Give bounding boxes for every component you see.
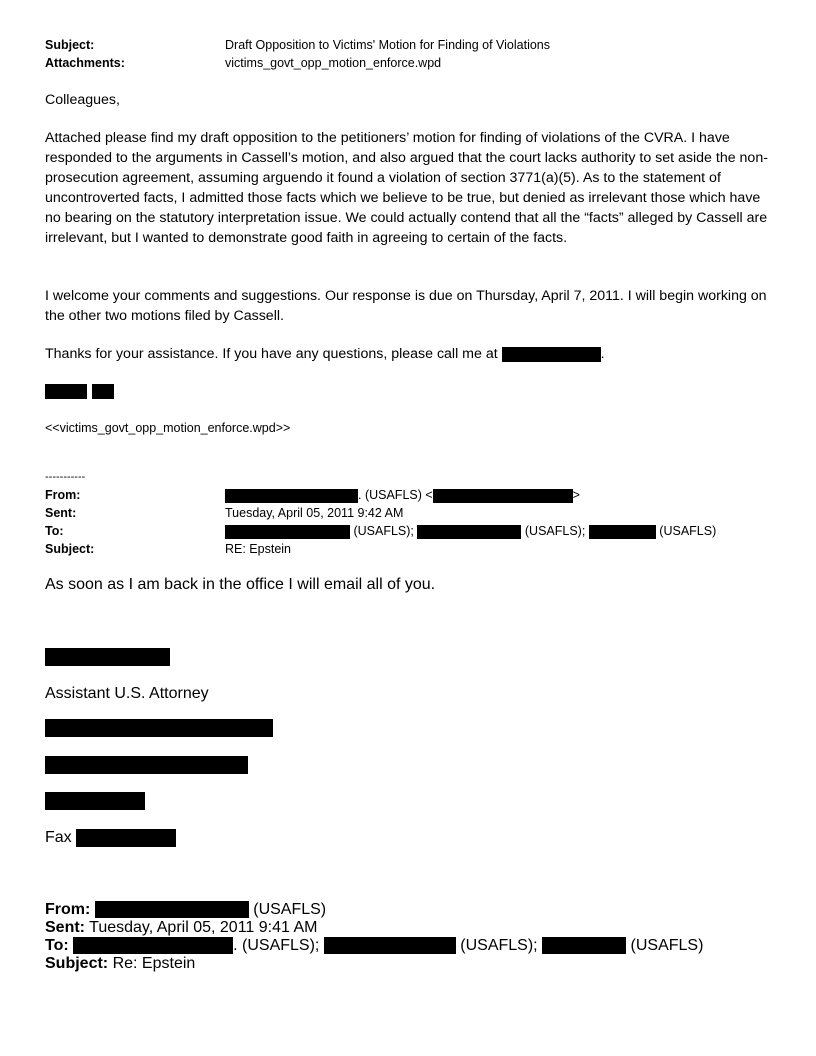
redaction-to-3 [589,525,656,539]
redaction-from-email [433,489,573,503]
reply2-from-row: From: (USAFLS) [45,901,327,918]
fax-label: Fax [45,829,72,847]
redaction-sender-first [45,384,87,399]
redaction-fax-number [76,829,176,847]
reply1-sent-label: Sent: [45,506,77,520]
header-attachments-row [45,55,442,71]
redaction-signature-line-1 [45,719,273,737]
reply2-sent-label: Sent: [45,919,85,936]
reply2-subject-label: Subject: [45,955,109,972]
reply1-sent-value: Tuesday, April 05, 2011 9:42 AM [225,506,404,520]
header-subject-row [45,37,550,53]
body-paragraph-3 [45,344,775,364]
body-paragraph-1: Attached please find my draft opposition to the petitioners’ motion for finding of violations of the CVRA. I have responded to the arguments in Cassell’s motion, and also argued that the court lacks authority to set aside the non-prosecution agreement, assuming arguendo it found a violation of section 3771(a)(5). As to the statement of uncontroverted facts, I admitted those facts which we believe to be true, but denied as irrelevant those which have no bearing on the statutory interpretation issue. We could actually contend that all the “facts” alleged by Cassell are irrelevant, but I wanted to demonstrate good faith in agreeing to certain of the facts. [45,130,768,246]
reply1-from-label: From: [45,488,81,502]
redaction-reply2-from [95,901,249,918]
reply2-sent-row [45,919,317,937]
reply2-subject-row [45,955,195,973]
reply2-to-label: To: [45,937,69,954]
reply1-to-label: To: [45,524,64,538]
redaction-reply2-to-3 [542,937,626,954]
separator-line: ----------- [45,471,86,483]
redaction-phone [502,347,601,362]
attachments-label: Attachments: [45,56,125,70]
redaction-signature-line-2 [45,756,248,774]
redaction-signature-line-3 [45,792,145,810]
redaction-to-2 [417,525,521,539]
greeting: Colleagues, [45,92,120,108]
reply1-sent-row [45,505,404,521]
reply1-subject-value: RE: Epstein [225,542,292,556]
reply1-message: As soon as I am back in the office I will email all of you. [45,576,436,593]
subject-value: Draft Opposition to Victims' Motion for Finding of Violations [225,38,550,52]
paragraph-3-text: Thanks for your assistance. If you have any questions, please call me at [45,346,498,362]
attachments-value[interactable]: victims_govt_opp_motion_enforce.wpd [225,56,442,70]
reply1-from-row [45,487,580,503]
redaction-reply2-to-2 [324,937,456,954]
redaction-sender-last [92,384,114,399]
attachment-reference[interactable]: <<victims_govt_opp_motion_enforce.wpd>> [45,421,291,435]
body-paragraph-2: I welcome your comments and suggestions. Our response is due on Thursday, April 7, 2011. I will begin working on the other two motions filed by Cassell. [45,288,767,324]
reply2-to-row: To: . (USAFLS); (USAFLS); (USAFLS) [45,937,704,954]
reply1-to-row [45,523,717,539]
paragraph-3-end: . [600,346,605,362]
signature-title: Assistant U.S. Attorney [45,685,209,702]
redaction-from-name [225,489,358,503]
redaction-signature-name [45,648,170,666]
signature-fax-row [45,829,176,847]
reply1-to-value: (USAFLS); (USAFLS); (USAFLS) [225,523,716,539]
subject-label: Subject: [45,38,95,52]
reply1-subject-row [45,541,292,557]
reply2-from-label: From: [45,901,91,918]
reply1-subject-label: Subject: [45,542,95,556]
reply2-sent-value: Tuesday, April 05, 2011 9:41 AM [89,919,318,936]
redaction-to-1 [225,525,350,539]
reply1-from-value: . (USAFLS) < > [225,487,580,503]
redaction-reply2-to-1 [73,937,233,954]
reply2-subject-value: Re: Epstein [112,955,196,972]
